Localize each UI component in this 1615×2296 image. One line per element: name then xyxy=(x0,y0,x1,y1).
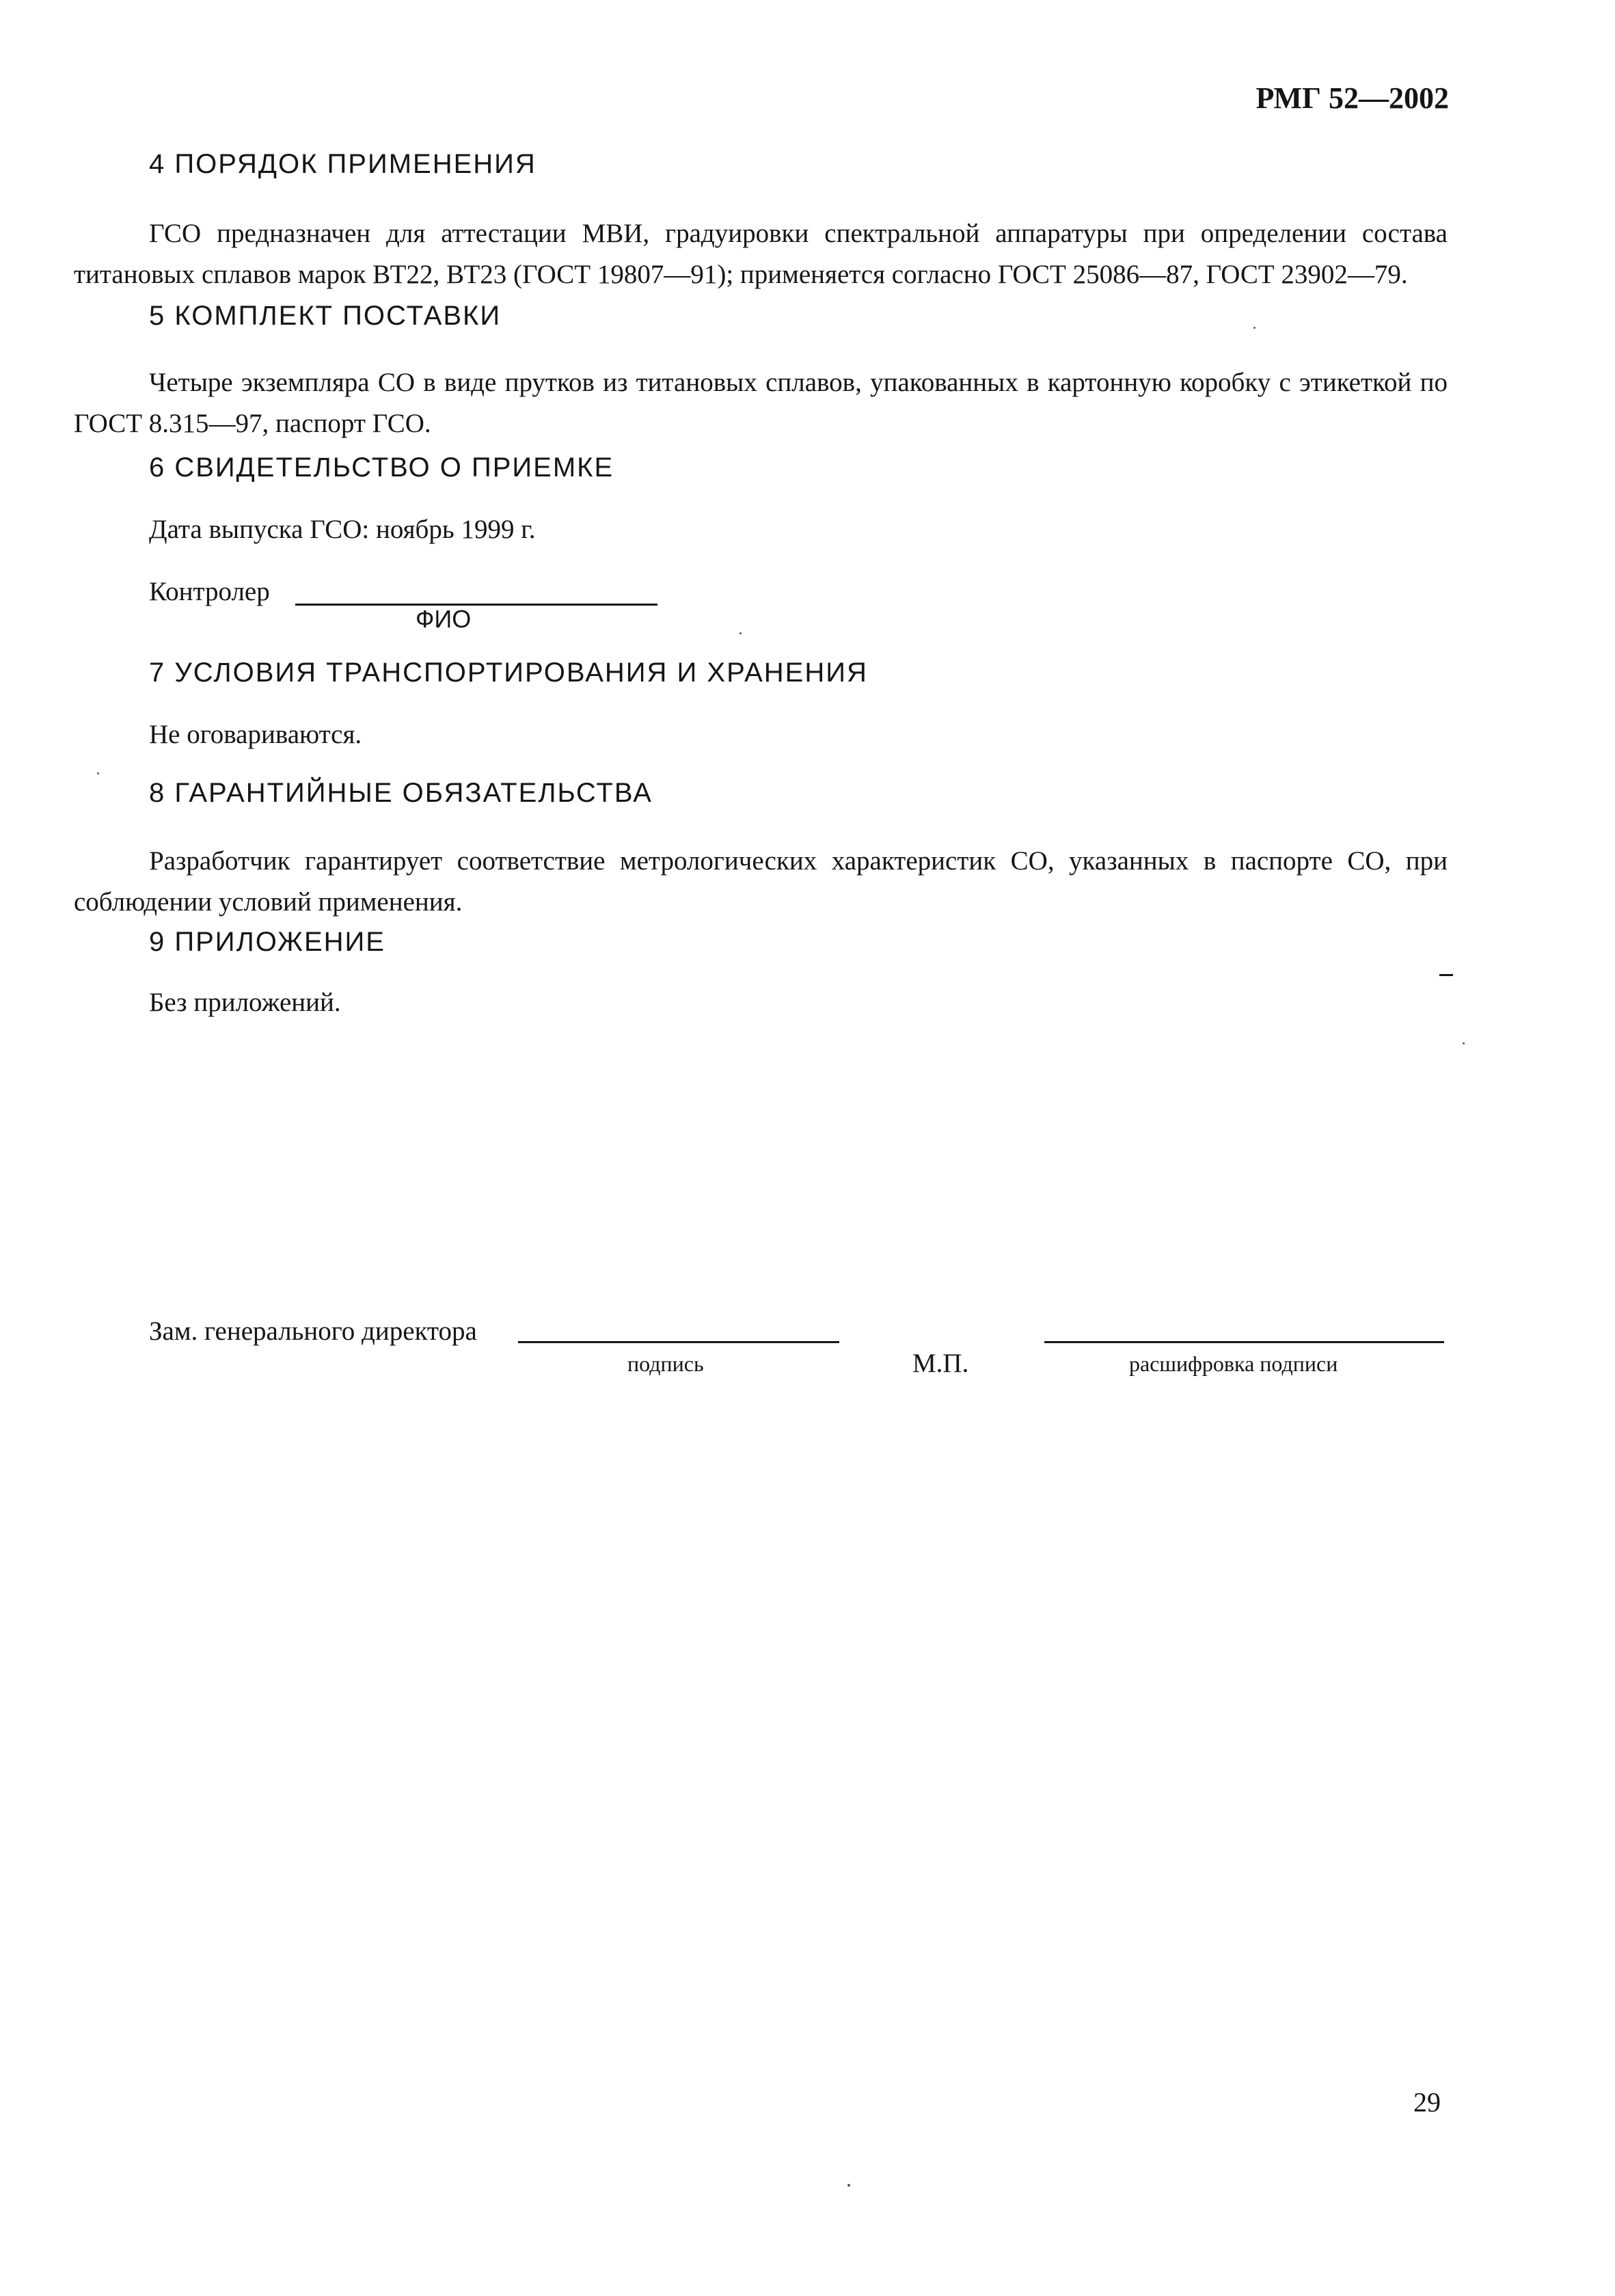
section-7-text: Не оговариваются. xyxy=(149,720,362,749)
section-5-heading: 5 КОМПЛЕКТ ПОСТАВКИ xyxy=(149,301,502,331)
decode-line xyxy=(1044,1341,1444,1343)
scan-speck xyxy=(739,632,742,634)
section-7-heading: 7 УСЛОВИЯ ТРАНСПОРТИРОВАНИЯ И ХРАНЕНИЯ xyxy=(149,658,868,688)
section-4-heading: 4 ПОРЯДОК ПРИМЕНЕНИЯ xyxy=(149,149,537,179)
controller-signature-line xyxy=(295,604,657,606)
page-number: 29 xyxy=(1413,2087,1441,2118)
signature-label: Зам. генерального директора xyxy=(149,1316,477,1346)
signature-line xyxy=(518,1341,839,1343)
scan-speck xyxy=(97,772,99,774)
scan-mark xyxy=(1439,974,1453,976)
section-5-text: Четыре экземпляра СО в виде прутков из титановых сплавов, упакованных в картонную коробку с этикеткой по ГОСТ 8.315—97, паспорт ГСО. xyxy=(74,368,1448,438)
scan-speck xyxy=(847,2184,850,2187)
decode-caption: расшифровка подписи xyxy=(1129,1351,1338,1376)
section-4-text: ГСО предназначен для аттестации МВИ, градуировки спектральной аппаратуры при определении состава титановых сплавов марок ВТ22, ВТ23 (ГОСТ 19807—91); применяется согласно ГОСТ 25086—87, ГОСТ 23902—79. xyxy=(74,219,1448,289)
section-8-text: Разработчик гарантирует соответствие метрологических характеристик СО, указанных в паспорте СО, при соблюдении условий применения. xyxy=(74,846,1448,917)
controller-caption: ФИО xyxy=(416,605,472,633)
section-6-heading: 6 СВИДЕТЕЛЬСТВО О ПРИЕМКЕ xyxy=(149,453,614,483)
stamp-label: М.П. xyxy=(912,1349,969,1378)
section-4-paragraph xyxy=(74,213,1448,295)
section-5-paragraph xyxy=(74,362,1448,444)
scan-speck xyxy=(1463,1042,1465,1044)
scan-speck xyxy=(1253,327,1256,329)
section-9-heading: 9 ПРИЛОЖЕНИЕ xyxy=(149,927,385,957)
section-8-paragraph xyxy=(74,841,1448,923)
controller-label: Контролер xyxy=(149,577,270,606)
signature-caption: подпись xyxy=(627,1351,704,1376)
document-code: РМГ 52—2002 xyxy=(1256,81,1449,115)
release-date: Дата выпуска ГСО: ноябрь 1999 г. xyxy=(149,515,536,544)
section-9-text: Без приложений. xyxy=(149,988,341,1017)
section-8-heading: 8 ГАРАНТИЙНЫЕ ОБЯЗАТЕЛЬСТВА xyxy=(149,778,653,808)
